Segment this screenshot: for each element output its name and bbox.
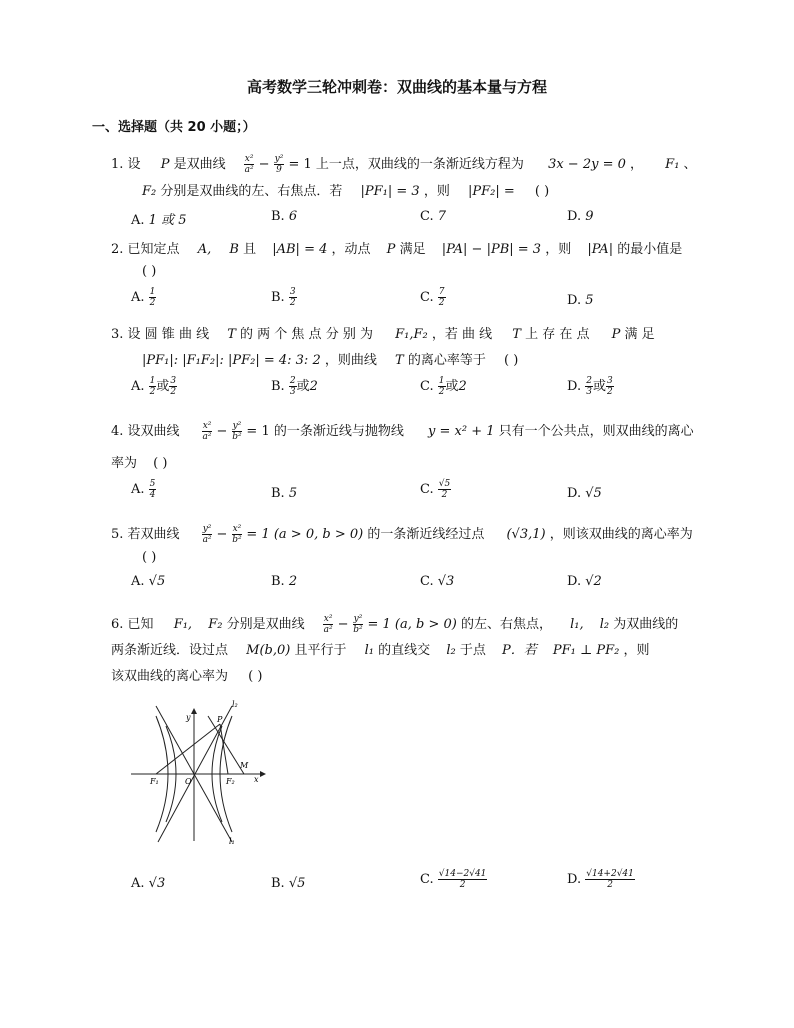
answer-blank: ( ) [153, 456, 168, 471]
label-l2: l₂ [232, 700, 238, 709]
question-4-line-2: 率为 ( ) [111, 456, 168, 471]
answer-blank: ( ) [142, 264, 157, 279]
hyperbola-equation: $\frac{\text{x²}}{\text{a²}}$ − $\frac{\text{y²}}{\text{b²}}$ = 1 [202, 421, 270, 442]
question-1-line-1: 1. 设 P 是双曲线 $\frac{\text{x²}}{\text{a²}}$ − $\frac{\text{y²}}{9}$ = 1 上一点，双曲线的一条渐近线方程为 3x − 2y = 0 ， F₁ 、 [111, 154, 697, 175]
label-x: x [254, 775, 259, 784]
option-c: C. $\frac{1}{2}$ 或2 [420, 376, 467, 397]
label-y: y [186, 713, 191, 722]
question-6-line-2: 两条渐近线．设过点 M(b,0) 且平行于 l₁ 的直线交 l₂ 于点 P．若 PF₁ ⊥ PF₂ ，则 [111, 643, 650, 658]
option-a: A. √5 [131, 574, 166, 589]
option-c: C. √3 [420, 574, 455, 589]
option-c: C. $\frac{√5}{2}$ [420, 479, 451, 500]
option-d: D. 5 [567, 293, 594, 308]
label-p: P [217, 715, 223, 724]
section-header: 一、选择题（共 20 小题；） [92, 120, 256, 135]
option-b: B. $\frac{3}{2}$ [271, 287, 296, 308]
option-b: B. 6 [271, 209, 298, 224]
option-b: B. 5 [271, 486, 298, 501]
option-d: D. √5 [567, 486, 602, 501]
answer-blank: ( ) [248, 669, 263, 684]
option-d: D. $\frac{2}{3}$ 或 $\frac{3}{2}$ [567, 376, 613, 397]
hyperbola-figure [128, 696, 278, 848]
page-title: 高考数学三轮冲刺卷：双曲线的基本量与方程 [246, 78, 547, 96]
option-d: D. $\frac{√14+2√41}{2}$ [567, 869, 634, 890]
x-axis-arrow [260, 771, 266, 777]
label-o: O [185, 777, 192, 786]
option-d: D. 9 [567, 209, 594, 224]
question-3-line-2: |PF₁|: |F₁F₂|: |PF₂| = 4: 3: 2 ，则曲线 T 的离心率等于 ( ) [142, 353, 519, 368]
y-axis-arrow [191, 708, 197, 714]
label-l1: l₁ [229, 837, 235, 846]
question-6-line-3: 该双曲线的离心率为 ( ) [111, 669, 263, 684]
option-a: A. $\frac{5}{4}$ [131, 479, 156, 500]
hyperbola-equation: $\frac{\text{x²}}{\text{a²}}$ − $\frac{\text{y²}}{\text{b²}}$ = 1 (a, b > 0) [323, 614, 457, 635]
option-c: C. 7 [420, 209, 447, 224]
option-a: A. $\frac{1}{2}$ 或 $\frac{3}{2}$ [131, 376, 177, 397]
answer-blank: ( ) [142, 550, 157, 565]
question-5-line-1: 5. 若双曲线 $\frac{\text{y²}}{\text{a²}}$ − $\frac{\text{x²}}{\text{b²}}$ = 1 (a > 0, b > 0) 的一条渐近线经过点 (√3,1) ，则该双曲线的离心率为 [111, 524, 693, 545]
hyperbola-equation: $\frac{\text{y²}}{\text{a²}}$ − $\frac{\text{x²}}{\text{b²}}$ = 1 (a > 0, b > 0) [202, 524, 364, 545]
label-m: M [240, 761, 249, 770]
option-c: C. $\frac{7}{2}$ [420, 287, 445, 308]
question-3-line-1: 3. 设 圆 锥 曲 线 T 的 两 个 焦 点 分 别 为 F₁,F₂ ，若 曲 线 T 上 存 在 点 P 满 足 [111, 327, 655, 342]
option-b: B. $\frac{2}{3}$ 或2 [271, 376, 318, 397]
option-c: C. $\frac{√14-2√41}{2}$ [420, 869, 487, 890]
option-a: A. √3 [131, 876, 166, 891]
option-b: B. 2 [271, 574, 298, 589]
question-2-line-1: 2. 已知定点 A, B 且 |AB| = 4 ，动点 P 满足 |PA| − |PB| = 3 ，则 |PA| 的最小值是 [111, 242, 683, 257]
label-f2: F₂ [226, 777, 235, 786]
question-1-line-2: F₂ 分别是双曲线的左、右焦点．若 |PF₁| = 3 ，则 |PF₂| = ( ) [142, 184, 550, 199]
answer-blank: ( ) [503, 353, 519, 368]
question-number: 1. [111, 157, 124, 172]
question-4-line-1: 4. 设双曲线 $\frac{\text{x²}}{\text{a²}}$ − $\frac{\text{y²}}{\text{b²}}$ = 1 的一条渐近线与抛物线 y = x² + 1 只有一个公共点，则双曲线的离心 [111, 421, 694, 442]
label-f1: F₁ [150, 777, 159, 786]
question-6-line-1: 6. 已知 F₁, F₂ 分别是双曲线 $\frac{\text{x²}}{\text{a²}}$ − $\frac{\text{y²}}{\text{b²}}$ = 1 (a, b > 0) 的左、右焦点， l₁, l₂ 为双曲线的 [111, 614, 679, 635]
answer-blank: ( ) [534, 184, 550, 199]
hyperbola-equation: $\frac{\text{x²}}{\text{a²}}$ − $\frac{\text{y²}}{9}$ = 1 [244, 154, 312, 175]
line-through-m [208, 716, 244, 774]
option-d: D. √2 [567, 574, 602, 589]
option-a: A. 1 或 5 [131, 213, 187, 228]
option-b: B. √5 [271, 876, 306, 891]
option-a: A. $\frac{1}{2}$ [131, 287, 156, 308]
